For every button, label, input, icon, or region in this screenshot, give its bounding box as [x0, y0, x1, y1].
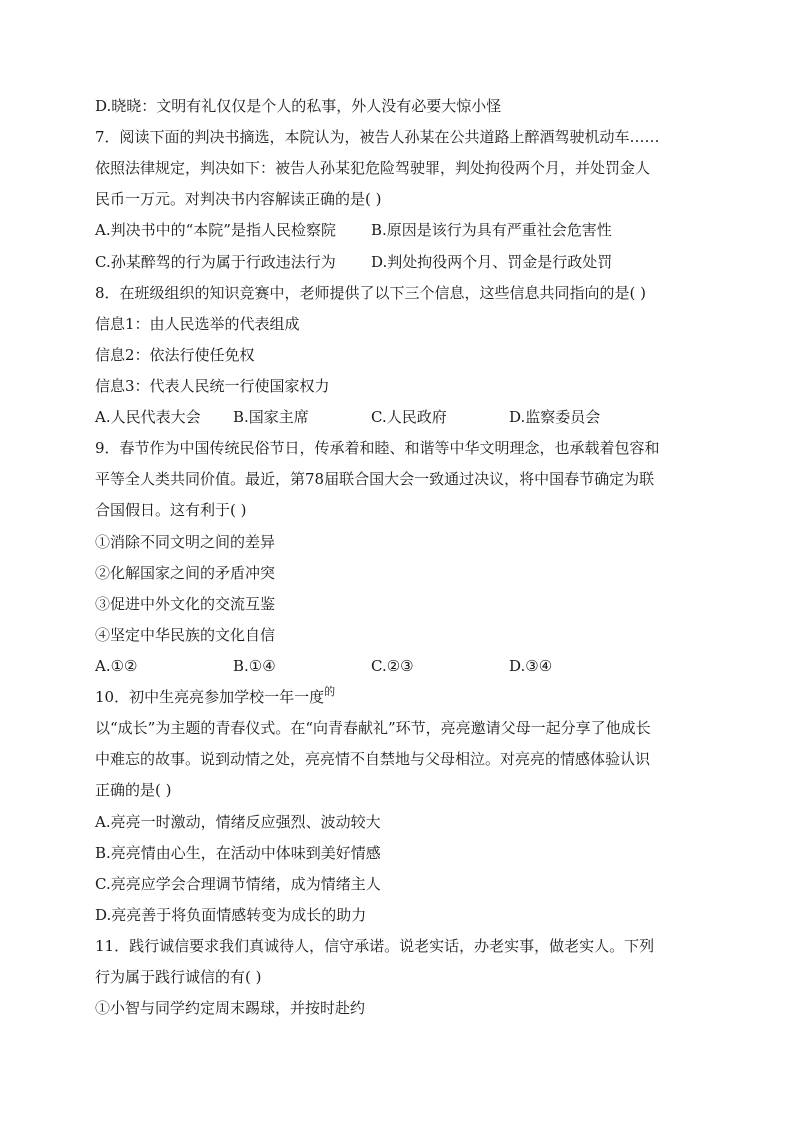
q8-option-a: A.人民代表大会 [95, 408, 201, 426]
q7-stem-line: 民币一万元。对判决书内容解读正确的是( ) [95, 190, 382, 208]
q9-item-4: ④坚定中华民族的文化自信 [95, 626, 276, 644]
q8-stem: 8．在班级组织的知识竞赛中，老师提供了以下三个信息，这些信息共同指向的是( ) [95, 284, 647, 302]
q10-stem-line: 中难忘的故事。说到动情之处，亮亮情不自禁地与父母相泣。对亮亮的情感体验认识 [95, 750, 651, 768]
q7-option-c: C.孙某醉驾的行为属于行政违法行为 [95, 253, 336, 271]
q10-option-b: B.亮亮情由心生，在活动中体味到美好情感 [95, 844, 381, 862]
q9-item-2: ②化解国家之间的矛盾冲突 [95, 564, 276, 582]
q9-option-c: C.②③ [371, 657, 414, 675]
q9-option-d: D.③④ [509, 657, 553, 675]
q10-stem-line: 以“成长”为主题的青春仪式。在“向青春献礼”环节，亮亮邀请父母一起分享了他成长 [95, 719, 651, 737]
q11-stem-line: 11．践行诚信要求我们真诚待人，信守承诺。说老实话，办老实事，做老实人。下列 [95, 937, 655, 955]
q9-item-3: ③促进中外文化的交流互鉴 [95, 595, 276, 613]
q9-item-1: ①消除不同文明之间的差异 [95, 533, 276, 551]
q9-stem-line: 9．春节作为中国传统民俗节日，传承着和睦、和谐等中华文明理念，也承载着包容和 [95, 439, 660, 457]
q10-first-line-text: 10．初中生亮亮参加学校一年一度 [95, 688, 325, 706]
q10-first-line-tail: 的 [324, 685, 336, 698]
q9-stem-line: 合国假日。这有利于( ) [95, 501, 247, 519]
q9-option-a: A.①② [95, 657, 138, 675]
q9-stem-line: 平等全人类共同价值。最近，第78届联合国大会一致通过决议，将中国春节确定为联 [95, 470, 655, 488]
q8-option-c: C.人民政府 [371, 408, 447, 426]
q10-first-line [95, 687, 335, 709]
q10-option-c: C.亮亮应学会合理调节情绪，成为情绪主人 [95, 875, 381, 893]
q8-info-2: 信息2：依法行使任免权 [95, 346, 255, 364]
q8-option-d: D.监察委员会 [509, 408, 601, 426]
q11-stem-line: 行为属于践行诚信的有( ) [95, 968, 262, 986]
q7-option-b: B.原因是该行为具有严重社会危害性 [371, 221, 612, 239]
q7-option-d: D.判处拘役两个月、罚金是行政处罚 [371, 253, 613, 271]
q10-option-a: A.亮亮一时激动，情绪反应强烈、波动较大 [95, 813, 381, 831]
q7-stem-line: 7．阅读下面的判决书摘选，本院认为，被告人孙某在公共道路上醉酒驾驶机动车…… [95, 128, 660, 146]
q11-item-1: ①小智与同学约定周末踢球，并按时赴约 [95, 999, 366, 1017]
q8-info-3: 信息3：代表人民统一行使国家权力 [95, 377, 330, 395]
q7-option-a: A.判决书中的“本院”是指人民检察院 [95, 221, 336, 239]
q7-stem-line: 依照法律规定，判决如下：被告人孙某犯危险驾驶罪，判处拘役两个月，并处罚金人 [95, 159, 651, 177]
q9-option-b: B.①④ [233, 657, 276, 675]
q6-option-d: D.晓晓：文明有礼仅仅是个人的私事，外人没有必要大惊小怪 [95, 97, 502, 115]
q8-info-1: 信息1：由人民选举的代表组成 [95, 315, 300, 333]
q10-stem-line: 正确的是( ) [95, 781, 172, 799]
q8-option-b: B.国家主席 [233, 408, 309, 426]
q10-option-d: D.亮亮善于将负面情感转变为成长的助力 [95, 906, 367, 924]
